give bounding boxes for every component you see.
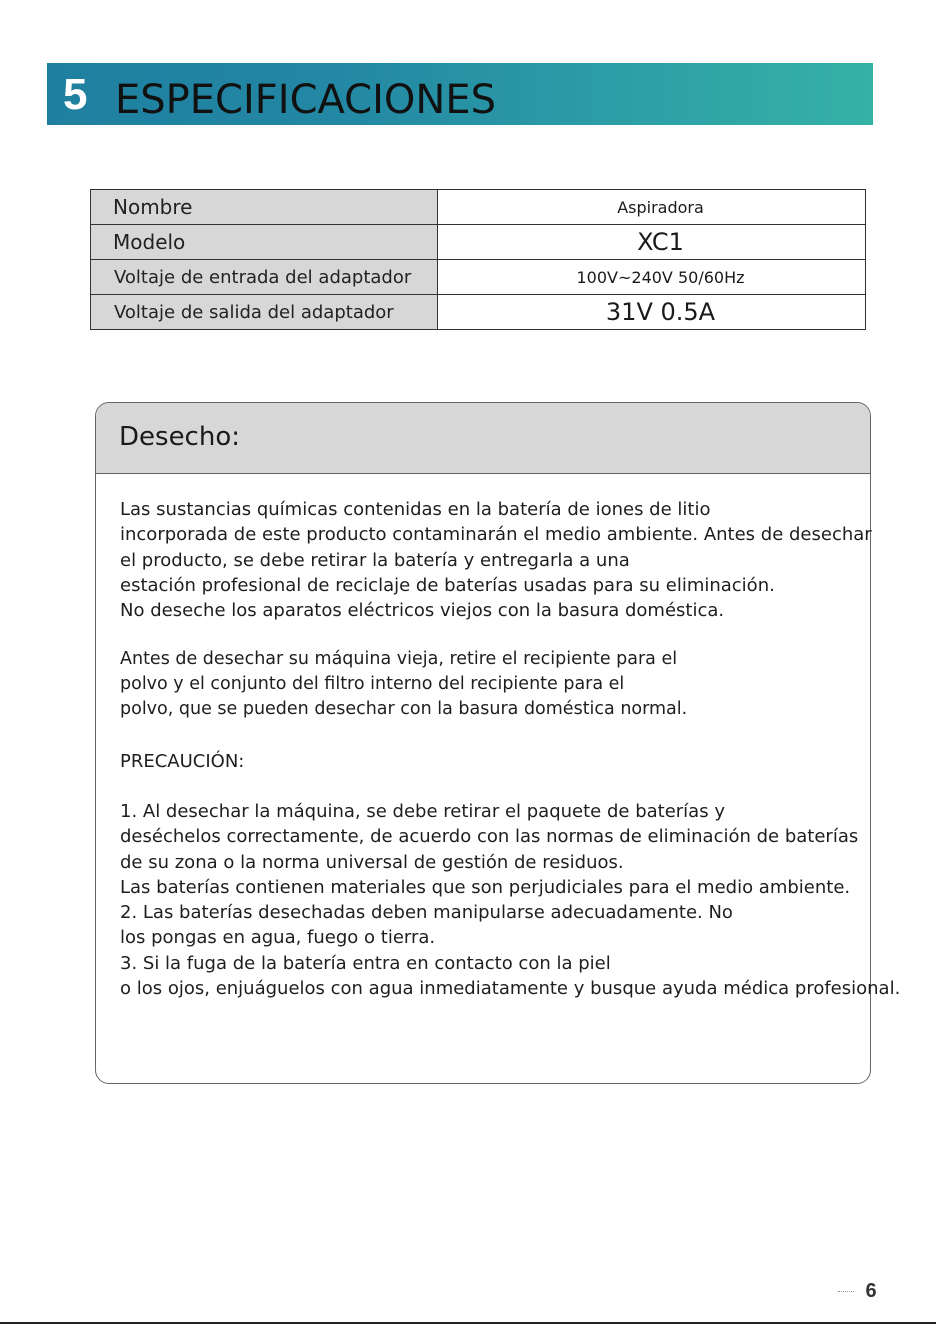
text-line: o los ojos, enjuáguelos con agua inmediatamente y busque ayuda médica profesional. [120,978,901,1000]
table-row [91,295,866,330]
caution-list [120,799,900,1001]
spec-label: Voltaje de salida del adaptador [91,295,438,330]
spec-label: Nombre [91,190,438,225]
text-line: 1. Al desechar la máquina, se debe retirar el paquete de baterías y [120,801,725,822]
text-line: No deseche los aparatos eléctricos viejos con la basura doméstica. [120,600,725,622]
disposal-paragraph-2 [120,647,687,722]
text-line: 2. Las baterías desechadas deben manipularse adecuadamente. No [120,902,733,924]
spec-value: 31V 0.5A [438,295,866,330]
text-line: Las baterías contienen materiales que son perjudiciales para el medio ambiente. [120,876,851,898]
disposal-title: Desecho: [119,422,240,452]
text-line: estación profesional de reciclaje de baterías usadas para su eliminación. [120,574,775,596]
section-number: 5 [63,70,88,119]
text-line: el producto, se debe retirar la batería y entregarla a una [120,549,630,571]
text-line: polvo y el conjunto del filtro interno del recipiente para el [120,674,625,694]
disposal-paragraph-1 [120,497,872,623]
text-line: los pongas en agua, fuego o tierra. [120,927,436,949]
text-line: deséchelos correctamente, de acuerdo con las normas de eliminación de baterías [120,826,859,848]
text-line: de su zona o la norma universal de gestión de residuos. [120,851,624,873]
text-line: polvo, que se pueden desechar con la basura doméstica normal. [120,699,688,719]
disposal-panel [95,402,901,1084]
spec-value: XC1 [438,225,866,260]
spec-value: Aspiradora [438,190,866,225]
disposal-header [96,403,870,474]
spec-table [90,189,866,330]
spec-label: Voltaje de entrada del adaptador [91,260,438,295]
spec-value: 100V~240V 50/60Hz [438,260,866,295]
table-row [91,225,866,260]
spec-label: Modelo [91,225,438,260]
text-line: incorporada de este producto contaminarán el medio ambiente. Antes de desechar [120,524,872,546]
table-row [91,260,866,295]
page-number: 6 [856,1278,886,1304]
table-row [91,190,866,225]
text-line: 3. Si la fuga de la batería entra en contacto con la piel [120,952,611,974]
text-line: Antes de desechar su máquina vieja, retire el recipiente para el [120,649,678,669]
text-line: Las sustancias químicas contenidas en la batería de iones de litio [120,499,711,520]
caution-heading [120,749,244,774]
caution-heading-text: PRECAUCIÓN: [120,751,245,772]
section-title: ESPECIFICACIONES [115,77,496,123]
